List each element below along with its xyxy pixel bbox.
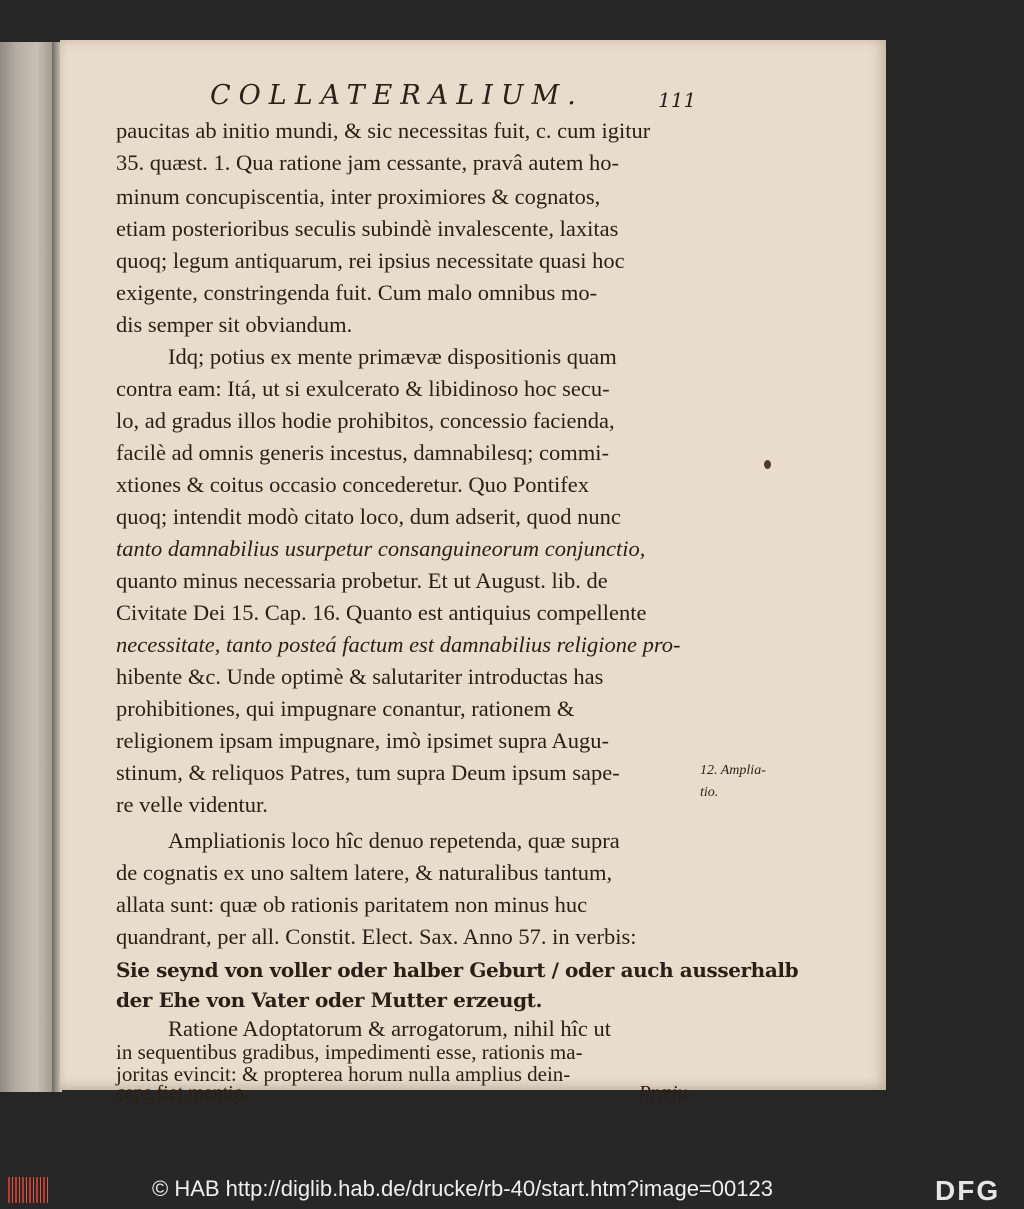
text-line: xtiones & coitus occasio concederetur. Quo Pontifex (116, 472, 590, 497)
text-line: Ratione Adoptatorum & arrogatorum, nihil hîc ut (168, 1016, 612, 1041)
text-line: allata sunt: quæ ob rationis paritatem non minus huc (116, 892, 588, 917)
text-line: hibente &c. Unde optimè & salutariter introductas has (116, 664, 604, 689)
text-line: Ampliationis loco hîc denuo repetenda, quæ supra (168, 828, 620, 853)
text-line: prohibitiones, qui impugnare conantur, rationem & (116, 696, 575, 721)
ink-stain (764, 460, 771, 469)
text-line: Civitate Dei 15. Cap. 16. Quanto est antiquius compellente (116, 600, 647, 625)
text-line: exigente, constringenda fuit. Cum malo omnibus mo- (116, 280, 598, 305)
text-line: religionem ipsam impugnare, imò ipsimet supra Augu- (116, 728, 610, 753)
text-line: stinum, & reliquos Patres, tum supra Deum ipsum sape- (116, 760, 620, 785)
previous-page-edge (0, 42, 52, 1092)
text-line: ceps fiet mentio. (116, 1082, 249, 1104)
fraktur-line: der Ehe von Vater oder Mutter erzeugt. (116, 988, 543, 1012)
catchword: Præju- (638, 1082, 694, 1104)
page-number: 111 (658, 88, 697, 112)
text-line: lo, ad gradus illos hodie prohibitos, concessio facienda, (116, 408, 615, 433)
viewer-footer (0, 1169, 1024, 1209)
fraktur-line: Sie seynd von voller oder halber Geburt / oder auch ausserhalb (116, 958, 799, 982)
text-line: quanto minus necessaria probetur. Et ut August. lib. de (116, 568, 608, 593)
marginal-note (700, 760, 766, 804)
text-line: quoq; intendit modò citato loco, dum adserit, quod nunc (116, 504, 621, 529)
barcode-icon (8, 1177, 48, 1203)
text-line: etiam posterioribus seculis subindè invalescente, laxitas (116, 216, 619, 241)
marginal-note-line: tio. (700, 785, 719, 800)
text-line: minum concupiscentia, inter proximiores & cognatos, (116, 184, 601, 209)
text-line: quoq; legum antiquarum, rei ipsius necessitate quasi hoc (116, 248, 625, 273)
text-line: dis semper sit obviandum. (116, 312, 353, 337)
copyright-link[interactable]: © HAB http://diglib.hab.de/drucke/rb-40/start.htm?image=00123 (152, 1176, 773, 1201)
text-line: quandrant, per all. Constit. Elect. Sax. Anno 57. in verbis: (116, 924, 637, 949)
text-line: 35. quæst. 1. Qua ratione jam cessante, pravâ autem ho- (116, 150, 619, 175)
text-line: necessitate, tanto posteá factum est damnabilius religione pro- (116, 632, 681, 657)
text-line: joritas evincit: & propterea horum nulla amplius dein- (116, 1062, 571, 1086)
text-line: paucitas ab initio mundi, & sic necessitas fuit, c. cum igitur (116, 118, 651, 143)
text-line: de cognatis ex uno saltem latere, & naturalibus tantum, (116, 860, 613, 885)
text-line: facilè ad omnis generis incestus, damnabilesq; commi- (116, 440, 609, 465)
text-line: contra eam: Itá, ut si exulcerato & libidinoso hoc secu- (116, 376, 610, 401)
marginal-note-line: 12. Amplia- (700, 763, 766, 778)
text-line: tanto damnabilius usurpetur consanguineorum conjunctio, (116, 536, 646, 561)
running-head: COLLATERALIUM. (210, 80, 584, 111)
text-line: Idq; potius ex mente primævæ dispositionis quam (168, 344, 617, 369)
text-line: re velle videntur. (116, 792, 268, 817)
text-line: in sequentibus gradibus, impedimenti esse, rationis ma- (116, 1040, 583, 1064)
dfg-logo: DFG (935, 1175, 1001, 1206)
